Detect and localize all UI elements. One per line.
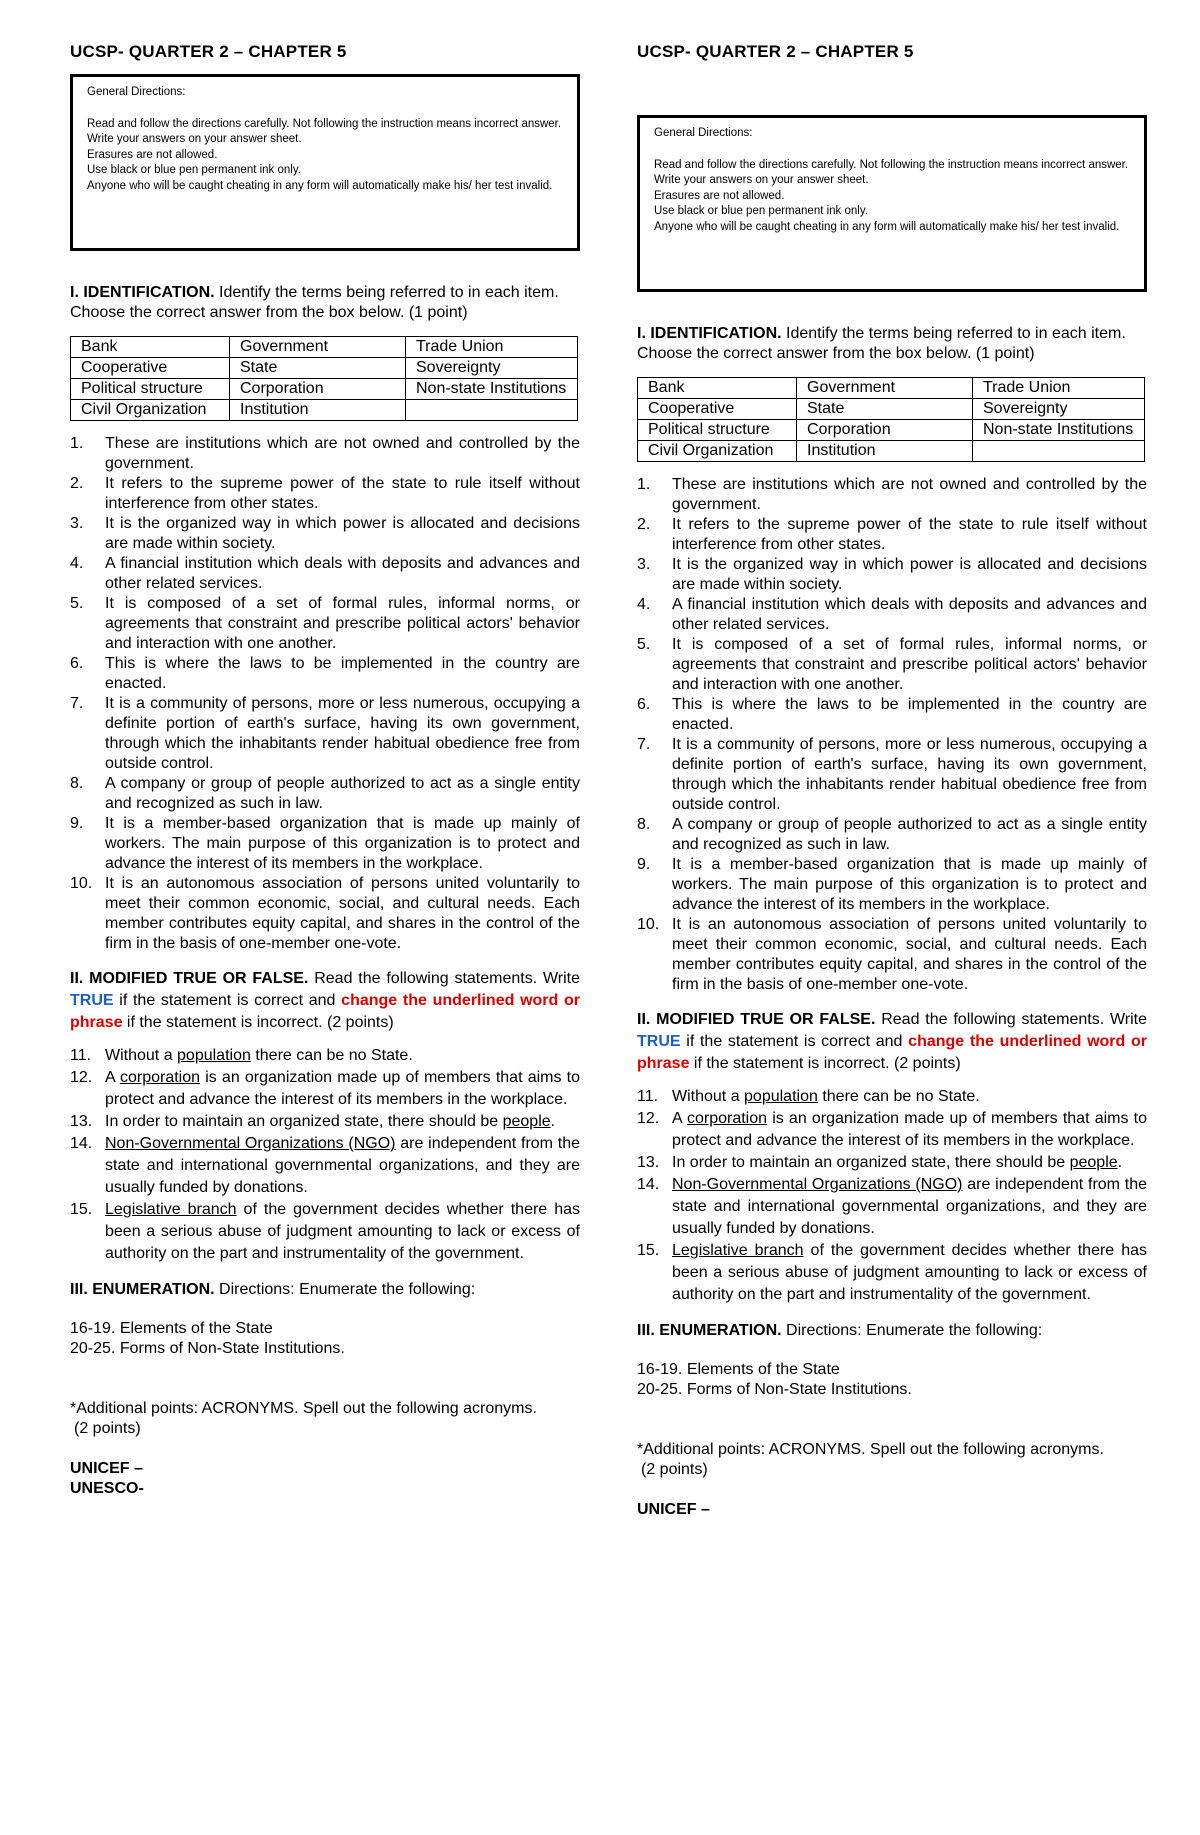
item-number: 2.	[70, 475, 84, 492]
table-row	[71, 337, 578, 358]
directions-title: General Directions:	[87, 86, 186, 98]
item-text: is an organization made up of members that aims to protect and advance the interest of its members in the workplace.	[672, 1110, 1147, 1149]
direction-line: Anyone who will be caught cheating in any form will automatically make his/ her test invalid.	[87, 179, 553, 192]
page-title: UCSP- QUARTER 2 – CHAPTER 5	[637, 42, 914, 61]
item-text: It is a community of persons, more or less numerous, occupying a definite portion of earth's surface, having its own government, through which the inhabitants render habitual obedience free from outside control.	[672, 736, 1147, 813]
identification-items	[70, 434, 580, 954]
additional-text: *Additional points: ACRONYMS. Spell out the following acronyms.	[70, 1400, 537, 1417]
section-instruction: Directions: Enumerate the following:	[781, 1322, 1043, 1339]
list-item	[637, 1152, 1147, 1174]
section-instruction: Directions: Enumerate the following:	[214, 1281, 476, 1298]
list-item	[637, 1086, 1147, 1108]
table-row	[638, 399, 1145, 420]
table-row	[71, 400, 578, 421]
list-item	[70, 1067, 580, 1111]
table-cell: Civil Organization	[638, 441, 797, 462]
table-cell: Government	[797, 378, 973, 399]
table-row	[638, 378, 1145, 399]
table-cell: Cooperative	[71, 358, 230, 379]
item-text: These are institutions which are not owned and controlled by the government.	[672, 476, 1147, 513]
section-heading: II. MODIFIED TRUE OR FALSE.	[637, 1011, 876, 1028]
item-text: are independent from the state and international governmental organizations, and they are usually funded by donations.	[672, 1176, 1147, 1237]
direction-line: Write your answers on your answer sheet.	[654, 174, 869, 186]
underlined-term: population	[744, 1088, 818, 1105]
list-item	[70, 1199, 580, 1265]
item-number: 6.	[70, 655, 84, 672]
item-number: 12.	[70, 1069, 93, 1086]
instruction-text: if the statement is correct and	[680, 1033, 909, 1050]
list-item	[70, 434, 580, 474]
item-text: It is an autonomous association of persons united voluntarily to meet their common economic, social, and cultural needs. Each member contributes equity capital, and shares in the control of the firm in the basis of one-member one-vote.	[105, 875, 580, 952]
change-keyword: change the underlined word or phrase	[70, 992, 581, 1031]
item-text: These are institutions which are not owned and controlled by the government.	[105, 435, 580, 472]
page-title: UCSP- QUARTER 2 – CHAPTER 5	[70, 42, 347, 61]
list-item	[70, 874, 580, 954]
item-number: 10.	[70, 875, 93, 892]
item-number: 3.	[637, 556, 651, 573]
item-number: 8.	[70, 775, 84, 792]
table-row	[71, 379, 578, 400]
list-item: 16-19. Elements of the State	[70, 1320, 273, 1337]
table-cell	[406, 400, 578, 421]
item-text: A	[672, 1110, 687, 1127]
item-number: 5.	[70, 595, 84, 612]
item-number: 9.	[637, 856, 651, 873]
item-text: It is composed of a set of formal rules, informal norms, or agreements that constraint and prescribe political actors' behavior and interaction with one another.	[105, 595, 580, 652]
modified-tf-instructions	[637, 1009, 1147, 1075]
table-cell: Government	[230, 337, 406, 358]
list-item	[637, 475, 1147, 515]
item-number: 1.	[70, 435, 84, 452]
list-item	[70, 554, 580, 594]
list-item	[637, 695, 1147, 735]
list-item: 20-25. Forms of Non-State Institutions.	[70, 1340, 345, 1357]
list-item	[637, 635, 1147, 695]
section-heading: II. MODIFIED TRUE OR FALSE.	[70, 970, 309, 987]
item-text: It refers to the supreme power of the state to rule itself without interference from other states.	[105, 475, 580, 512]
list-item	[637, 915, 1147, 995]
identification-instructions	[637, 324, 1147, 364]
instruction-text: if the statement is incorrect. (2 points)	[122, 1014, 394, 1031]
item-number: 11.	[637, 1088, 659, 1105]
item-text: there can be no State.	[250, 1047, 413, 1064]
item-text: Without a	[672, 1088, 745, 1105]
acronym-item: UNICEF –	[637, 1501, 710, 1518]
item-text: This is where the laws to be implemented in the country are enacted.	[672, 696, 1147, 733]
table-cell: State	[797, 399, 973, 420]
table-cell: Non-state Institutions	[406, 379, 578, 400]
enumeration-items	[70, 1319, 580, 1359]
list-item	[637, 595, 1147, 635]
acronym-item: UNESCO-	[70, 1480, 144, 1497]
item-text: of the government decides whether there has been a serious abuse of judgment amounting to lack or excess of authority on the part and instrumentality of the government.	[105, 1201, 580, 1262]
item-text: It is a community of persons, more or less numerous, occupying a definite portion of earth's surface, having its own government, through which the inhabitants render habitual obedience free from outside control.	[105, 695, 580, 772]
identification-instructions	[70, 283, 580, 323]
acronym-list	[70, 1459, 580, 1499]
item-number: 15.	[70, 1201, 93, 1218]
item-text: In order to maintain an organized state, there should be	[672, 1154, 1070, 1171]
modified-tf-items	[637, 1086, 1147, 1306]
acronym-list	[637, 1500, 1147, 1520]
item-number: 13.	[70, 1113, 93, 1130]
instruction-text: if the statement is correct and	[113, 992, 342, 1009]
item-text: is an organization made up of members that aims to protect and advance the interest of its members in the workplace.	[105, 1069, 580, 1108]
item-number: 6.	[637, 696, 651, 713]
modified-tf-instructions	[70, 968, 580, 1034]
direction-line: Erasures are not allowed.	[654, 189, 785, 202]
underlined-term: population	[177, 1047, 251, 1064]
list-item	[70, 814, 580, 874]
item-text: It refers to the supreme power of the state to rule itself without interference from other states.	[672, 516, 1147, 553]
underlined-term: Non-Governmental Organizations (NGO)	[105, 1135, 396, 1152]
table-cell: Civil Organization	[71, 400, 230, 421]
additional-text: *Additional points: ACRONYMS. Spell out the following acronyms.	[637, 1441, 1104, 1458]
instruction-text: Read the following statements. Write	[875, 1011, 1147, 1028]
list-item	[70, 474, 580, 514]
direction-line: Read and follow the directions carefully. Not following the instruction means incorrect answer.	[654, 158, 1129, 171]
section-heading: I. IDENTIFICATION.	[637, 325, 782, 342]
underlined-term: corporation	[119, 1069, 201, 1086]
table-row	[638, 420, 1145, 441]
general-directions-box	[70, 74, 580, 251]
list-item	[637, 515, 1147, 555]
item-text: there can be no State.	[817, 1088, 980, 1105]
additional-points	[637, 1440, 1147, 1480]
table-cell: Political structure	[638, 420, 797, 441]
table-cell	[973, 441, 1145, 462]
table-cell: Trade Union	[406, 337, 578, 358]
item-text: A financial institution which deals with deposits and advances and other related services.	[672, 596, 1147, 633]
enumeration-instructions	[70, 1279, 580, 1301]
direction-line: Anyone who will be caught cheating in any form will automatically make his/ her test invalid.	[654, 220, 1120, 233]
list-item: 20-25. Forms of Non-State Institutions.	[637, 1381, 912, 1398]
item-number: 2.	[637, 516, 651, 533]
item-number: 12.	[637, 1110, 660, 1127]
list-item	[637, 735, 1147, 815]
underlined-term: Non-Governmental Organizations (NGO)	[672, 1176, 963, 1193]
underlined-term: people	[502, 1113, 551, 1130]
enumeration-items	[637, 1360, 1147, 1400]
item-text: A company or group of people authorized to act as a single entity and recognized as such in law.	[672, 816, 1147, 853]
true-keyword: TRUE	[70, 992, 114, 1009]
item-number: 7.	[637, 736, 651, 753]
additional-points-value: (2 points)	[74, 1420, 141, 1437]
item-number: 4.	[637, 596, 651, 613]
table-cell: Sovereignty	[406, 358, 578, 379]
list-item	[637, 555, 1147, 595]
direction-line: Use black or blue pen permanent ink only.	[87, 164, 301, 176]
directions-title: General Directions:	[654, 127, 753, 139]
item-text: of the government decides whether there has been a serious abuse of judgment amounting to lack or excess of authority on the part and instrumentality of the government.	[672, 1242, 1147, 1303]
additional-points	[70, 1399, 580, 1439]
direction-line: Use black or blue pen permanent ink only.	[654, 205, 868, 217]
modified-tf-items	[70, 1045, 580, 1265]
list-item	[70, 514, 580, 554]
enumeration-instructions	[637, 1320, 1147, 1342]
general-directions-box	[637, 115, 1147, 292]
item-number: 4.	[70, 555, 84, 572]
direction-line: Read and follow the directions carefully. Not following the instruction means incorrect answer.	[87, 117, 562, 130]
item-text: It is the organized way in which power is allocated and decisions are made within society.	[105, 515, 580, 552]
item-number: 9.	[70, 815, 84, 832]
item-number: 11.	[70, 1047, 92, 1064]
item-text: .	[550, 1113, 556, 1130]
table-cell: Sovereignty	[973, 399, 1145, 420]
list-item	[70, 694, 580, 774]
list-item	[70, 594, 580, 654]
list-item	[637, 1240, 1147, 1306]
terms-table	[70, 336, 578, 421]
item-text: A	[105, 1069, 120, 1086]
underlined-term: Legislative branch	[105, 1201, 237, 1218]
item-number: 7.	[70, 695, 84, 712]
item-number: 3.	[70, 515, 84, 532]
table-cell: Political structure	[71, 379, 230, 400]
list-item	[637, 855, 1147, 915]
item-text: are independent from the state and international governmental organizations, and they are usually funded by donations.	[105, 1135, 580, 1196]
list-item	[70, 774, 580, 814]
list-item	[637, 815, 1147, 855]
page-column-left	[70, 42, 580, 1499]
list-item	[70, 1111, 580, 1133]
item-number: 1.	[637, 476, 651, 493]
item-number: 13.	[637, 1154, 660, 1171]
underlined-term: Legislative branch	[672, 1242, 804, 1259]
list-item	[637, 1108, 1147, 1152]
section-instruction: Identify the terms being referred to in each item. Choose the correct answer from the box below. (1 point)	[637, 325, 1126, 362]
table-cell: Corporation	[797, 420, 973, 441]
underlined-term: corporation	[686, 1110, 768, 1127]
table-cell: State	[230, 358, 406, 379]
section-instruction: Identify the terms being referred to in each item. Choose the correct answer from the box below. (1 point)	[70, 284, 559, 321]
terms-table	[637, 377, 1145, 462]
table-cell: Trade Union	[973, 378, 1145, 399]
item-number: 14.	[637, 1176, 660, 1193]
direction-line: Erasures are not allowed.	[87, 148, 218, 161]
direction-line: Write your answers on your answer sheet.	[87, 133, 302, 145]
section-heading: I. IDENTIFICATION.	[70, 284, 215, 301]
underlined-term: people	[1069, 1154, 1118, 1171]
list-item	[70, 654, 580, 694]
item-text: Without a	[105, 1047, 178, 1064]
item-text: In order to maintain an organized state, there should be	[105, 1113, 503, 1130]
item-text: It is an autonomous association of persons united voluntarily to meet their common economic, social, and cultural needs. Each member contributes equity capital, and shares in the control of the firm in the basis of one-member one-vote.	[672, 916, 1147, 993]
table-cell: Corporation	[230, 379, 406, 400]
true-keyword: TRUE	[637, 1033, 681, 1050]
item-number: 14.	[70, 1135, 93, 1152]
instruction-text: Read the following statements. Write	[308, 970, 580, 987]
item-text: .	[1117, 1154, 1123, 1171]
item-text: It is composed of a set of formal rules, informal norms, or agreements that constraint and prescribe political actors' behavior and interaction with one another.	[672, 636, 1147, 693]
table-cell: Institution	[797, 441, 973, 462]
list-item	[70, 1045, 580, 1067]
table-cell: Bank	[638, 378, 797, 399]
item-number: 15.	[637, 1242, 660, 1259]
item-text: It is the organized way in which power is allocated and decisions are made within society.	[672, 556, 1147, 593]
additional-points-value: (2 points)	[641, 1461, 708, 1478]
item-number: 10.	[637, 916, 660, 933]
identification-items	[637, 475, 1147, 995]
table-row	[71, 358, 578, 379]
list-item	[70, 1133, 580, 1199]
acronym-item: UNICEF –	[70, 1460, 143, 1477]
instruction-text: if the statement is incorrect. (2 points)	[689, 1055, 961, 1072]
item-text: It is a member-based organization that is made up mainly of workers. The main purpose of this organization is to protect and advance the interest of its members in the workplace.	[105, 815, 580, 872]
item-text: It is a member-based organization that is made up mainly of workers. The main purpose of this organization is to protect and advance the interest of its members in the workplace.	[672, 856, 1147, 913]
item-number: 5.	[637, 636, 651, 653]
item-number: 8.	[637, 816, 651, 833]
table-cell: Institution	[230, 400, 406, 421]
table-row	[638, 441, 1145, 462]
item-text: A financial institution which deals with deposits and advances and other related services.	[105, 555, 580, 592]
section-heading: III. ENUMERATION.	[70, 1281, 215, 1298]
list-item	[637, 1174, 1147, 1240]
item-text: This is where the laws to be implemented in the country are enacted.	[105, 655, 580, 692]
item-text: A company or group of people authorized to act as a single entity and recognized as such in law.	[105, 775, 580, 812]
table-cell: Cooperative	[638, 399, 797, 420]
page-column-right	[637, 42, 1147, 1520]
table-cell: Non-state Institutions	[973, 420, 1145, 441]
table-cell: Bank	[71, 337, 230, 358]
section-heading: III. ENUMERATION.	[637, 1322, 782, 1339]
change-keyword: change the underlined word or phrase	[637, 1033, 1148, 1072]
list-item: 16-19. Elements of the State	[637, 1361, 840, 1378]
